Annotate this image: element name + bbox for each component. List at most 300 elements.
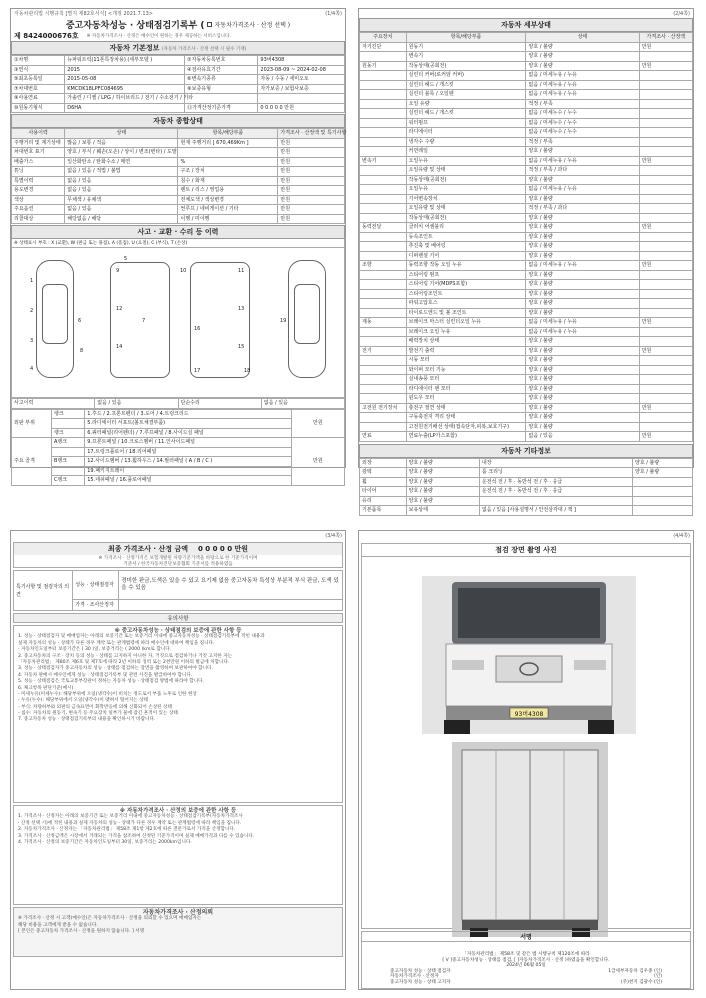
caution-label: 유의사항 [13,613,343,623]
accident-row-cell: 단순수리 [178,399,261,409]
basic-info-row-cell: 2023-08-09 ~ 2024-02-08 [258,65,345,75]
accident-row [12,399,345,409]
detail-row-cell: 없음 / 미세누유 / 누유 [526,261,639,271]
detail-row-cell: 오일유량 및 상태 [406,204,526,214]
signer-name: (인) [653,974,662,980]
detail-row-cell: 작동상태(공회전) [406,175,526,185]
detail-row-cell: 없음 / 미세누수 / 누수 [526,118,639,128]
detail-row [360,318,693,328]
detail-row-cell [360,242,407,252]
text-line: 3. 성능 · 상태점검자가 중고자동차의 성능 · 상태를 점검하는 장면을 촬영하여 보관하여야 합니다. [18,666,213,672]
other-info-row-cell: 내장 [479,458,632,468]
detail-row-cell [639,413,692,423]
license-plate: 93버4308 [514,711,544,718]
detail-row-cell: 없음 / 미세누유 / 누유 [526,318,639,328]
summary-row-cell: 만원 [278,186,345,196]
detail-row-cell: 양호 / 불량 [526,213,639,223]
appraiser-label: 가격 · 조사산정자 [73,599,119,610]
summary-row-cell: 현재 주행거리 [ 670,469Km ] [178,138,278,148]
detail-row-cell: 냉각수 수량 [406,137,526,147]
detail-row-cell: 양호 / 불량 [526,422,639,432]
basic-info-heading [11,41,345,55]
final-price-header [14,543,342,555]
summary-row-cell: 만원 [278,148,345,158]
panel-row [12,409,345,419]
basic-info-row-cell: 2015-05-08 [65,75,185,85]
summary-row [12,167,345,177]
detail-row-cell [360,71,407,81]
detail-row-cell [360,137,407,147]
inspector-label: 성능 · 상태점검자 [73,571,119,600]
detail-row-cell [360,289,407,299]
detail-row-cell: 실린더 커버(로커암 커버) [406,71,526,81]
detail-row-cell: 발전기 출력 [406,346,526,356]
detail-row [360,403,693,413]
detail-row-cell: 시동 모터 [406,356,526,366]
detail-row-cell: 변속기 [360,156,407,166]
basic-info-row-cell: 0 0 0 0 0 만원 [258,103,345,113]
detail-row-cell: 양호 / 불량 [526,194,639,204]
detail-row-cell [360,118,407,128]
detail-row-cell: 실린더 블록 / 오일팬 [406,90,526,100]
summary-row-cell: 없음 / 있음 / 적법 / 불법 [65,167,178,177]
panel-rank: 랭크 [51,428,84,438]
detail-row [360,280,693,290]
detail-row-cell: 오일누유 [406,156,526,166]
other-info-row [360,477,693,487]
detail-row [360,175,693,185]
part-number-label: 5 [124,256,128,262]
special-notes-label: 특기사항 및 점검자의 의견 [14,571,73,611]
detail-row-cell [360,251,407,261]
text-line: 4. 가격조사 · 산정의 보증기간은 자동차인도일부터 30일, 보증거리는 2000km입니다. [18,839,192,845]
detail-row-cell: 구동축전지 격리 상태 [406,413,526,423]
text-line: - 자동차인도일부터 보증기간은 ( 30 )일, 보증거리는 ( 2000 )km로 합니다. [18,647,172,653]
text-line: - 미세누유(미세누수): 해당부위에 오일(냉각수)이 비치는 정도로서 부품 노후로 인한 현상 [18,691,197,697]
truck-front-image [422,576,636,734]
summary-row-cell: 만원 [278,205,345,215]
detail-row-cell: 배력장치 상태 [406,337,526,347]
detail-row [360,356,693,366]
other-info-row-cell: 외장 [360,458,407,468]
detail-row-cell [639,232,692,242]
detail-row [360,232,693,242]
detail-row-cell [360,109,407,119]
other-info-row-cell [633,506,693,516]
basic-info-row-cell [185,94,258,104]
summary-row-cell: 만원 [278,195,345,205]
basic-info-row-cell: ⑤최초등록일 [12,75,65,85]
text-line: [ 본인은 중고자동차 가격조사 · 산정을 원하지 않습니다. ] 서명 [18,929,145,935]
caution1-title: ※ 중고자동차성능 · 상태점검의 보증에 관한 사항 등 [114,628,242,634]
photo-section [361,543,691,929]
detail-row-cell: 라디에이터 [406,128,526,138]
panel-group-label: 외판 부위 [12,409,52,438]
price-option-checkbox[interactable] [207,22,212,27]
detail-row-cell: 양호 / 불량 [526,270,639,280]
summary-row-cell: 일산화탄소 / 탄화수소 / 매연 [65,157,178,167]
issue-date: 2024년 06월 05일 [506,963,546,969]
form-title: 중고자동차성능 · 상태점검기록부 ( [65,20,205,31]
caution2-lines [18,814,338,846]
detail-row-cell: 커먼레일 [406,147,526,157]
summary-row [12,186,345,196]
detail-row-cell [639,194,692,204]
other-info-row-cell: 없음 / 있음 [사용설명서 / 안전삼각대 / 잭 ] [479,506,632,516]
summary-row-cell: 용도변경 [12,186,65,196]
summary-row-cell: 많음 / 보통 / 적음 [65,138,178,148]
text-line: 1. 성능 · 상태점검자 및 매매업자는 아래의 보증기간 또는 보증거리 이내에 중고자동차성능 · 상태점검기록부에 적힌 내용과 [18,634,265,640]
detail-row-cell [639,185,692,195]
signer-list [360,969,692,986]
panel-parts: 9.프론트패널 / 10.크로스멤버 / 11.인사이드패널 [85,438,291,448]
form-reference: 자동차관리법 시행규칙 [별지 제82호서식] <개정 2021.7.13> [14,11,153,17]
detail-row-cell: 실린더 헤드 / 개스킷 [406,80,526,90]
detail-row-cell [639,137,692,147]
detail-row-cell [639,280,692,290]
basic-info-row [12,56,345,66]
panel-parts: 19.패키지트레이 [85,466,291,476]
detail-row-cell: 원동기 [406,42,526,52]
cert-number: 제 8424000676호 [14,31,79,40]
detail-row-cell: 만원 [639,223,692,233]
detail-row-cell [360,99,407,109]
detail-row-cell: 양호 / 불량 [526,61,639,71]
detail-row-cell: 적정 / 부족 / 과다 [526,204,639,214]
detail-row-cell [639,242,692,252]
basic-info-row [12,65,345,75]
basic-info-row-cell: ①차명 [12,56,65,66]
detail-row [360,156,693,166]
basic-info-row-cell [258,94,345,104]
detail-row [360,251,693,261]
other-info-row-cell [633,487,693,497]
other-info-row-cell: 보유상태 [406,506,479,516]
detail-row-cell: 양호 / 불량 [526,337,639,347]
other-info-row-cell: 타이어 [360,487,407,497]
text-line: - 침수: 자동차의 원동기, 변속기 등 주요장치 일부가 물에 잠긴 흔적이 있는 상태 [18,711,178,717]
panel-row [12,438,345,448]
detail-column-header: 상태 [526,33,639,43]
text-line: - 누유(누수): 해당부위에서 오일(냉각수)이 맺혀서 떨어지는 상태 [18,698,149,704]
other-info-row-cell: 휠 [360,477,407,487]
part-number-label: 15 [238,344,245,350]
detail-row-cell [360,365,407,375]
part-number-label: 1 [30,278,34,284]
form-title-row [11,18,345,30]
part-number-label: 19 [280,318,287,324]
detail-row [360,384,693,394]
other-info-row-cell: 룸 크리닝 [479,468,632,478]
detail-row-cell: 만원 [639,156,692,166]
summary-row-cell: 렌트 / 리스 / 영업용 [178,186,278,196]
basic-info-row-cell: 2015 [65,65,185,75]
car-diagram [11,248,345,398]
text-line: 2. 자동차가격조사 · 산정자는 「자동차관리법」 제58조 제1항 제2호에 따른 전문가로서 가격을 산정합니다. [18,827,236,833]
other-info-row-cell: 운전석 전 / 후 · 동반석 전 / 후 · 응급 [479,487,632,497]
accident-row-cell: 없음 / 있음 [95,399,178,409]
text-line: 해당 비용을 고객에게 받을 수 없습니다. [18,922,98,928]
panel-rank: 랭크 [51,409,84,419]
detail-row-cell: 없음 / 미세누유 / 누유 [526,156,639,166]
detail-row-cell: 적정 / 부족 [526,137,639,147]
final-price-note-2: 기준서 / 한국자동차진단보증협회 기준서를 적용하였음 [123,562,233,567]
detail-row-cell: 양호 / 불량 [526,375,639,385]
other-info-row [360,496,693,506]
detail-row-cell [639,52,692,62]
detail-row-cell: 등속조인트 [406,232,526,242]
panel-rank [51,419,84,429]
summary-row-cell: 이행 / 미이행 [178,214,278,224]
detail-row-cell: 없음 / 있음 [526,432,639,442]
detail-row-cell: 양호 / 불량 [526,346,639,356]
summary-row-cell: 만원 [278,157,345,167]
panel-rank [51,447,84,457]
summary-row-cell: 양호 / 부식 / 훼손(오손) / 상이 / 변조(변타) / 도말 [65,148,178,158]
detail-row-cell: 브레이크 마스터 실린더오일 누유 [406,318,526,328]
detail-row-cell [360,413,407,423]
detail-row [360,270,693,280]
detail-row-cell: 양호 / 불량 [526,223,639,233]
detail-row-cell [360,394,407,404]
detail-row-cell [360,166,407,176]
detail-row [360,432,693,442]
accident-note: ※ 상태표시 부호 : X (교환), W (판금 또는 용접), A (흠집), U (요철), C (부식), T (손상) [11,239,345,248]
panel-rank: B랭크 [51,457,84,467]
detail-row-cell [639,289,692,299]
detail-row-cell: 연료 [360,432,407,442]
detail-row-cell: 오일 유량 [406,99,526,109]
panel-parts: 6.쿼터패널(리어펜더) / 7.루프패널 / 8.사이드실 패널 [85,428,291,438]
detail-row-cell [360,384,407,394]
summary-column-header: 상태 [65,129,178,139]
signer-role: 중고자동차 성능 · 상태 점검자 [390,968,451,974]
detail-row-cell: 동력전달 [360,223,407,233]
detail-row-cell [639,384,692,394]
detail-row-cell: 만원 [639,42,692,52]
basic-info-title: 자동차 기본정보 [109,44,160,52]
detail-column-header: 주요장치 [360,33,407,43]
part-number-label: 12 [116,306,123,312]
detail-row-cell: 변속기 [406,52,526,62]
final-price-box [13,542,343,568]
detail-row-cell: 없음 / 미세누유 / 누유 [526,185,639,195]
part-number-label: 17 [194,368,201,374]
detail-row-cell: 작동상태(공회전) [406,213,526,223]
detail-row-cell: 연료누출(LP가스포함) [406,432,526,442]
detail-row-cell [639,99,692,109]
summary-row [12,138,345,148]
detail-row-cell [639,356,692,366]
basic-info-row-cell: 뉴파워트럭(11톤특장차용) (세부모델 ) [65,56,185,66]
detail-table [359,32,693,442]
part-number-label: 9 [116,268,120,274]
detail-row [360,375,693,385]
caution-box-1 [13,625,343,803]
detail-row [360,166,693,176]
summary-row-cell: 주행거리 및 계기상태 [12,138,65,148]
other-info-table [359,458,693,516]
detail-row [360,147,693,157]
detail-row-cell: 양호 / 불량 [526,42,639,52]
page-header [359,9,693,18]
summary-column-header: 사용이력 [12,129,65,139]
detail-row-cell [639,394,692,404]
other-info-row-cell: 기본품목 [360,506,407,516]
detail-row [360,185,693,195]
detail-row [360,422,693,432]
other-info-row-cell: 유리 [360,496,407,506]
summary-row-cell: 특별이력 [12,176,65,186]
part-number-label: 16 [194,326,201,332]
signer-name: 1급세부자동차 김우종 (인) [608,968,662,974]
basic-info-row-cell: 자가보증 / 보험사보증 [258,84,345,94]
law-text: 「자동차관리법」 제58조 및 같은 법 시행규칙 제120조에 따라 [462,952,590,957]
detail-row-cell: 없음 / 미세누수 / 누수 [526,109,639,119]
panel-rank [51,466,84,476]
detail-row [360,394,693,404]
panel-group-label: 주요 골격 [12,438,52,486]
detail-row-cell [360,80,407,90]
detail-row-cell: 타이로드엔드 및 볼 조인트 [406,308,526,318]
panel-parts: 15.대쉬패널 / 16.플로어패널 [85,476,291,486]
truck-back-image [452,742,608,937]
detail-row-cell: 워터펌프 [406,118,526,128]
detail-row-cell: 양호 / 불량 [526,403,639,413]
summary-row-cell: 전체도색 / 색상변경 [178,195,278,205]
panel-price: 만원 [291,409,344,438]
detail-row-cell [360,327,407,337]
detail-row-cell: 양호 / 불량 [526,280,639,290]
detail-row-cell: 양호 / 불량 [526,175,639,185]
part-number-label: 11 [238,268,245,274]
detail-row-cell [360,375,407,385]
truck-front-photo [422,576,636,734]
part-number-label: 4 [30,366,34,372]
detail-row-cell: 없음 / 미세누유 / 누유 [526,80,639,90]
detail-row-cell: 동력조향 작동 오일 누유 [406,261,526,271]
signer-name: (주)천지 김광수 (인) [620,979,662,985]
detail-row-cell: 와이퍼 모터 기능 [406,365,526,375]
accident-row-cell: 사고이력 [12,399,95,409]
detail-row [360,346,693,356]
detail-row-cell [639,204,692,214]
detail-row [360,204,693,214]
part-number-label: 18 [244,368,251,374]
part-number-label: 10 [180,268,187,274]
text-line: 1. 가격조사 · 산정자는 아래의 보증기간 또는 보증거리 이내에 중고자동차성능 · 상태점검기록부(자동차가격조사 [18,814,243,820]
notice-text: ※ 자동차가격조사 · 산정은 매수인이 원하는 경우 제공하는 서비스입니다. [86,33,231,39]
detail-row-cell: 없음 / 미세누유 / 누유 [526,71,639,81]
page-4 [358,530,694,990]
detail-row [360,71,693,81]
detail-row-cell: 없음 / 미세누수 / 누수 [526,128,639,138]
detail-row-cell: 적정 / 부족 / 과다 [526,166,639,176]
text-line: 실제 자동차의 성능 · 상태가 다른 경우 계약 또는 관계법령에 따라 매수인에 대하여 책임을 집니다. [18,640,215,646]
detail-row-cell: 브레이크 오일 누유 [406,327,526,337]
detail-column-header: 가격조사 · 산정액 [639,33,692,43]
summary-row-cell: 침수 / 화재 [178,176,278,186]
detail-row-cell [639,270,692,280]
detail-row-cell [639,147,692,157]
page-number: (3/4쪽) [325,533,342,539]
caution2-title: ※ 자동차가격조사 · 산정의 보증에 관한 사항 등 [119,808,237,814]
special-notes-table [13,570,343,611]
basic-info-table [11,55,345,113]
other-info-row-cell: 양호 / 불량 [406,477,479,487]
other-info-heading: 자동차 기타정보 [359,444,693,458]
detail-row [360,194,693,204]
detail-row-cell [360,337,407,347]
detail-row-cell: 양호 / 불량 [526,242,639,252]
text-line: 6. 체크항목 판단기준(예시) [18,685,74,691]
price-option-label: 자동차가격조사 · 산정 선택 ) [214,21,291,29]
page-3 [10,530,346,990]
detail-row-cell [639,213,692,223]
detail-row-cell: 전기 [360,346,407,356]
accident-row-cell: 없음 / 있음 [261,399,344,409]
detail-row [360,118,693,128]
car-roof-left [42,284,68,344]
detail-row-cell: 스티어링 펌프 [406,270,526,280]
detail-row-cell: 만원 [639,261,692,271]
detail-row-cell: 양호 / 불량 [526,52,639,62]
detail-row [360,289,693,299]
inspector-opinion: 경미한 판금,도색은 있을 수 있고 요기제 없음 중고자동차 특성상 부분적 부식 판금, 도색 있을 수 있음 [119,571,343,600]
summary-row-cell [178,148,278,158]
detail-row-cell [360,175,407,185]
other-info-row-cell: 양호 / 불량 [633,468,693,478]
basic-info-row-cell: KMCDK18LPFC084695 [65,84,185,94]
summary-row [12,205,345,215]
panel-price: 만원 [291,438,344,486]
page-1 [10,8,347,484]
basic-info-row-cell: ②자동차등록번호 [185,56,258,66]
car-roof-right [294,284,320,344]
detail-row [360,99,693,109]
summary-row-cell: 배출가스 [12,157,65,167]
detail-row [360,308,693,318]
summary-row-cell: 없음 / 있음 [65,176,178,186]
panel-rank: C랭크 [51,476,84,486]
detail-row-cell [360,299,407,309]
accident-table [11,398,345,409]
other-info-row-cell [479,496,632,506]
detail-row [360,327,693,337]
detail-row-cell: 만원 [639,318,692,328]
caution1-lines [18,634,338,723]
detail-row-cell [360,204,407,214]
detail-row-cell [639,128,692,138]
photo-title: 점검 장면 촬영 사진 [362,544,690,557]
other-info-row [360,458,693,468]
detail-row-cell [639,109,692,119]
car-frame-center-left [110,262,170,378]
other-info-row [360,506,693,516]
summary-row-cell: 구조 / 장치 [178,167,278,177]
basic-info-row-cell: D6HA [65,103,185,113]
summary-row [12,148,345,158]
basic-info-row-cell: 93버4308 [258,56,345,66]
detail-row-cell [360,213,407,223]
detail-row-cell [639,71,692,81]
detail-row [360,413,693,423]
other-info-row-cell: 양호 / 불량 [633,458,693,468]
detail-row-cell [360,147,407,157]
other-info-row-cell: 양호 / 불량 [406,496,479,506]
summary-row-cell: 만원 [278,214,345,224]
detail-row-cell: 양호 / 불량 [526,232,639,242]
